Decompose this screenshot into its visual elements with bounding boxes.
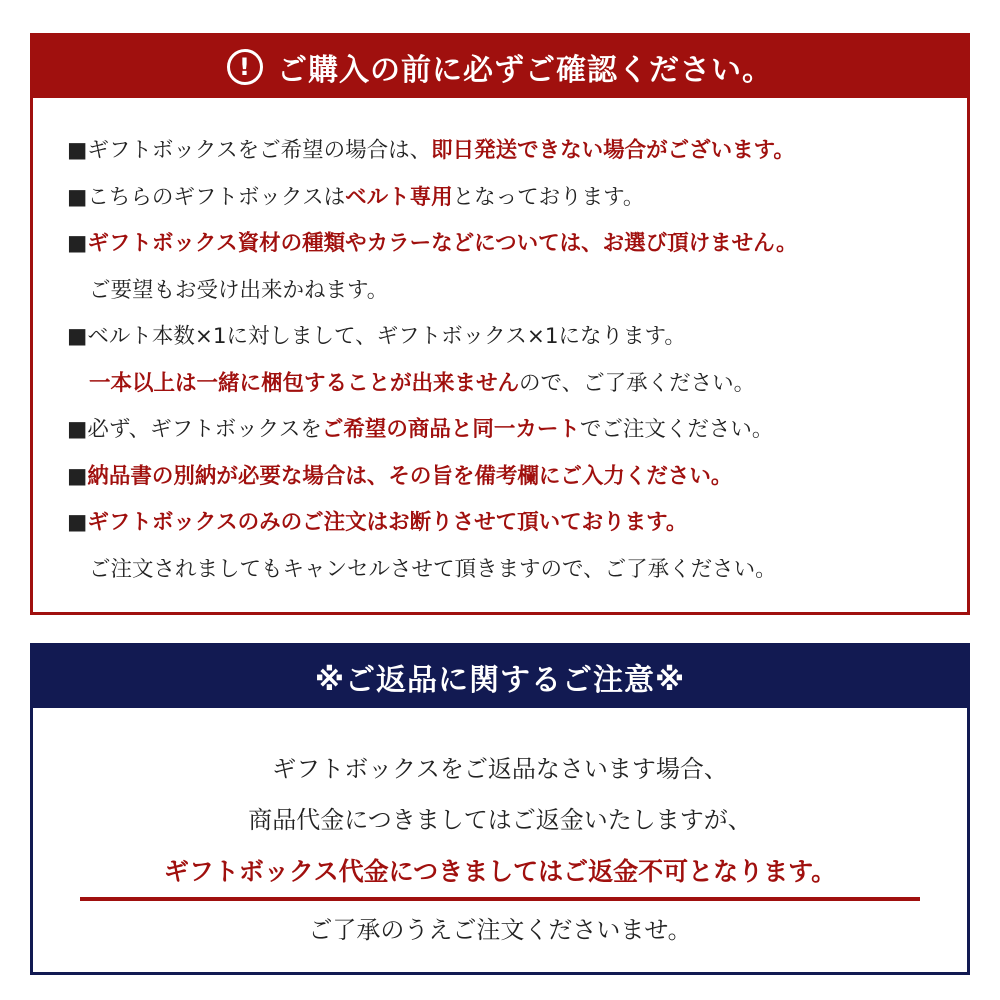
notice-item	[67, 221, 967, 268]
notice-item	[67, 500, 967, 547]
notice-item-text: ■ベルト本数×1に対しまして、ギフトボックス×1になります。	[67, 324, 686, 349]
return-notice-line: ギフトボックスをご返品なさいます場合、	[272, 755, 728, 783]
notice-item-emphasis: ベルト専用	[345, 184, 453, 210]
purchase-notice-box	[30, 33, 970, 615]
notice-item-text: ■	[67, 231, 88, 256]
return-notice-line: 商品代金につきましてはご返金いたしますが、	[248, 806, 752, 834]
return-notice-line: ご了承のうえご注文くださいませ。	[308, 916, 692, 944]
notice-item-text: ■こちらのギフトボックスは	[67, 184, 346, 210]
notice-item-text: ■	[67, 510, 88, 535]
notice-item-text: ■	[67, 463, 88, 489]
return-notice-box	[30, 643, 970, 975]
notice-item-emphasis: ギフトボックスのみのご注文はお断りさせて頂いております。	[87, 510, 688, 535]
notice-item-emphasis: 即日発送できない場合がございます。	[431, 138, 795, 163]
notice-item-text: ご要望もお受け出来かねます。	[89, 277, 389, 303]
notice-item-text: ので、ご了承ください。	[519, 370, 756, 396]
notice-item-emphasis: 納品書の別納が必要な場合は、その旨を備考欄にご入力ください。	[87, 463, 733, 489]
purchase-notice-header	[33, 36, 967, 98]
notice-item	[67, 407, 967, 454]
notice-item	[67, 175, 967, 222]
alert-circle-icon: !	[227, 49, 263, 85]
purchase-notice-list	[33, 98, 967, 593]
notice-item-text: ■ギフトボックスをご希望の場合は、	[67, 138, 432, 163]
notice-item-emphasis: ご希望の商品と同一カート	[321, 417, 580, 442]
return-notice-header	[33, 646, 967, 708]
notice-item-text: でご注文ください。	[579, 417, 774, 442]
return-notice-emphasis: ギフトボックス代金につきましてはご返金不可となります。	[163, 857, 837, 886]
notice-item	[67, 361, 967, 408]
notice-item	[67, 128, 967, 175]
return-notice-body	[33, 708, 967, 956]
notice-item	[67, 547, 967, 594]
notice-item-text: となっております。	[452, 184, 645, 210]
notice-item-text: ■必ず、ギフトボックスを	[67, 417, 322, 442]
return-notice-title: ※ご返品に関するご注意※	[314, 663, 686, 698]
notice-item-text: ご注文されましてもキャンセルさせて頂きますので、ご了承ください。	[89, 556, 777, 582]
notice-item	[67, 314, 967, 361]
notice-item-emphasis: 一本以上は一緒に梱包することが出来ません	[89, 370, 520, 396]
notice-item	[67, 268, 967, 315]
notice-item	[67, 454, 967, 501]
notice-item-emphasis: ギフトボックス資材の種類やカラーなどについては、お選び頂けません。	[87, 231, 798, 256]
emphasis-underline	[80, 897, 920, 901]
purchase-notice-title: ご購入の前に必ずご確認ください。	[277, 53, 773, 88]
